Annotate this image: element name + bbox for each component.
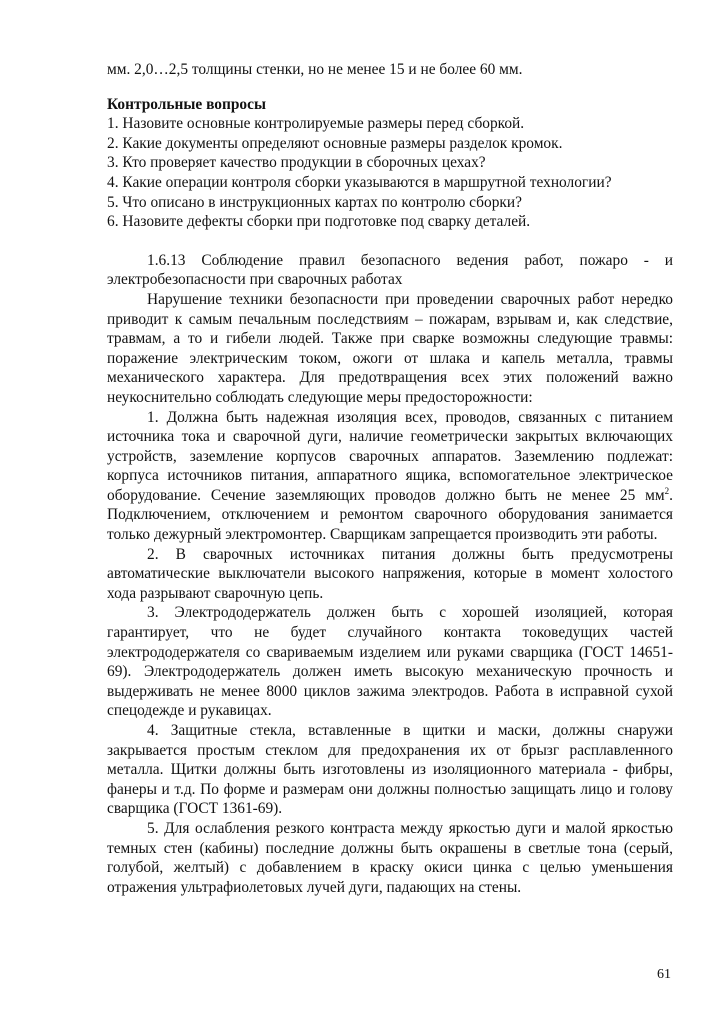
safety-paragraph-5: 5. Для ослабления резкого контраста между яркостью дуги и малой яркостью темных стен (кабины) последние должны быть окрашены в светлые тона (серый, голубой, желтый) с добавлением в краску окиси цинка с целью уменьшения отражения ультрафиолетовых лучей дуги, падающих на стены. — [107, 819, 673, 896]
section-title: 1.6.13 Соблюдение правил безопасного ведения работ, пожаро - и электробезопасности при сварочных работах — [107, 251, 673, 289]
questions-heading: Контрольные вопросы — [107, 95, 266, 113]
question-item: 6. Назовите дефекты сборки при подготовке под сварку деталей. — [107, 213, 531, 231]
question-item: 3. Кто проверяет качество продукции в сборочных цехах? — [107, 154, 486, 172]
questions-list — [107, 114, 673, 232]
page-number: 61 — [657, 967, 671, 982]
safety-paragraph-1-text: 1. Должна быть надежная изоляция всех, проводов, связанных с питанием источника тока и сварочной дуги, наличие геометрически закрытых включающих устройств, заземление корпусов сварочных аппаратов. Заземлению подлежат: корпуса источников питания, аппаратного ящика, вспомогательное электрическое оборудование. Сечение заземляющих проводов должно быть не менее 25 мм — [107, 408, 673, 504]
safety-paragraph-3: 3. Электрододержатель должен быть с хорошей изоляцией, которая гарантирует, что не будет случайного контакта токоведущих частей электрододержателя со свариваемым изделием или руками сварщика (ГОСТ 14651-69). Электрододержатель должен иметь высокую механическую прочность и выдерживать не менее 8000 циклов зажима электродов. Работа в исправной сухой спецодежде и рукавицах. — [107, 604, 673, 720]
question-item: 2. Какие документы определяют основные размеры разделок кромок. — [107, 134, 563, 152]
question-item: 4. Какие операции контроля сборки указываются в маршрутной технологии? — [107, 173, 612, 191]
question-item: 1. Назовите основные контролируемые размеры перед сборкой. — [107, 115, 525, 133]
intro-line: мм. 2,0…2,5 толщины стенки, но не менее 15 и не более 60 мм. — [107, 61, 523, 78]
question-item: 5. Что описано в инструкционных картах по контролю сборки? — [107, 193, 522, 211]
safety-paragraph-4: 4. Защитные стекла, вставленные в щитки и маски, должны снаружи закрывается простым стеклом для предохранения их от брызг расплавленного металла. Щитки должны быть изготовлены из изоляционного материала - фибры, фанеры и т.д. По форме и размерам они должны полностью защищать лицо и голову сварщика (ГОСТ 1361-69). — [107, 722, 673, 818]
safety-paragraph-1-tail: . Подключением, отключением и ремонтом сварочного оборудования занимается только дежурный электромонтер. Сварщикам запрещается производить эти работы. — [107, 486, 673, 544]
section-intro-paragraph: Нарушение техники безопасности при проведении сварочных работ нередко приводит к самым печальным последствиям – пожарам, взрывам и, как следствие, травмам, а то и гибели людей. Также при сварке возможны следующие травмы: поражение электрическим током, ожоги от шлака и капель металла, травмы механического характера. Для предотвращения всех этих положений важно неукоснительно соблюдать следующие меры предосторожности: — [107, 290, 673, 406]
safety-paragraph-2: 2. В сварочных источниках питания должны быть предусмотрены автоматические выключатели высокого напряжения, которые в момент холостого хода разрывают сварочную цепь. — [107, 545, 673, 602]
document-page — [107, 60, 673, 897]
safety-paragraph-1 — [107, 408, 673, 545]
square-superscript: 2 — [664, 485, 670, 496]
